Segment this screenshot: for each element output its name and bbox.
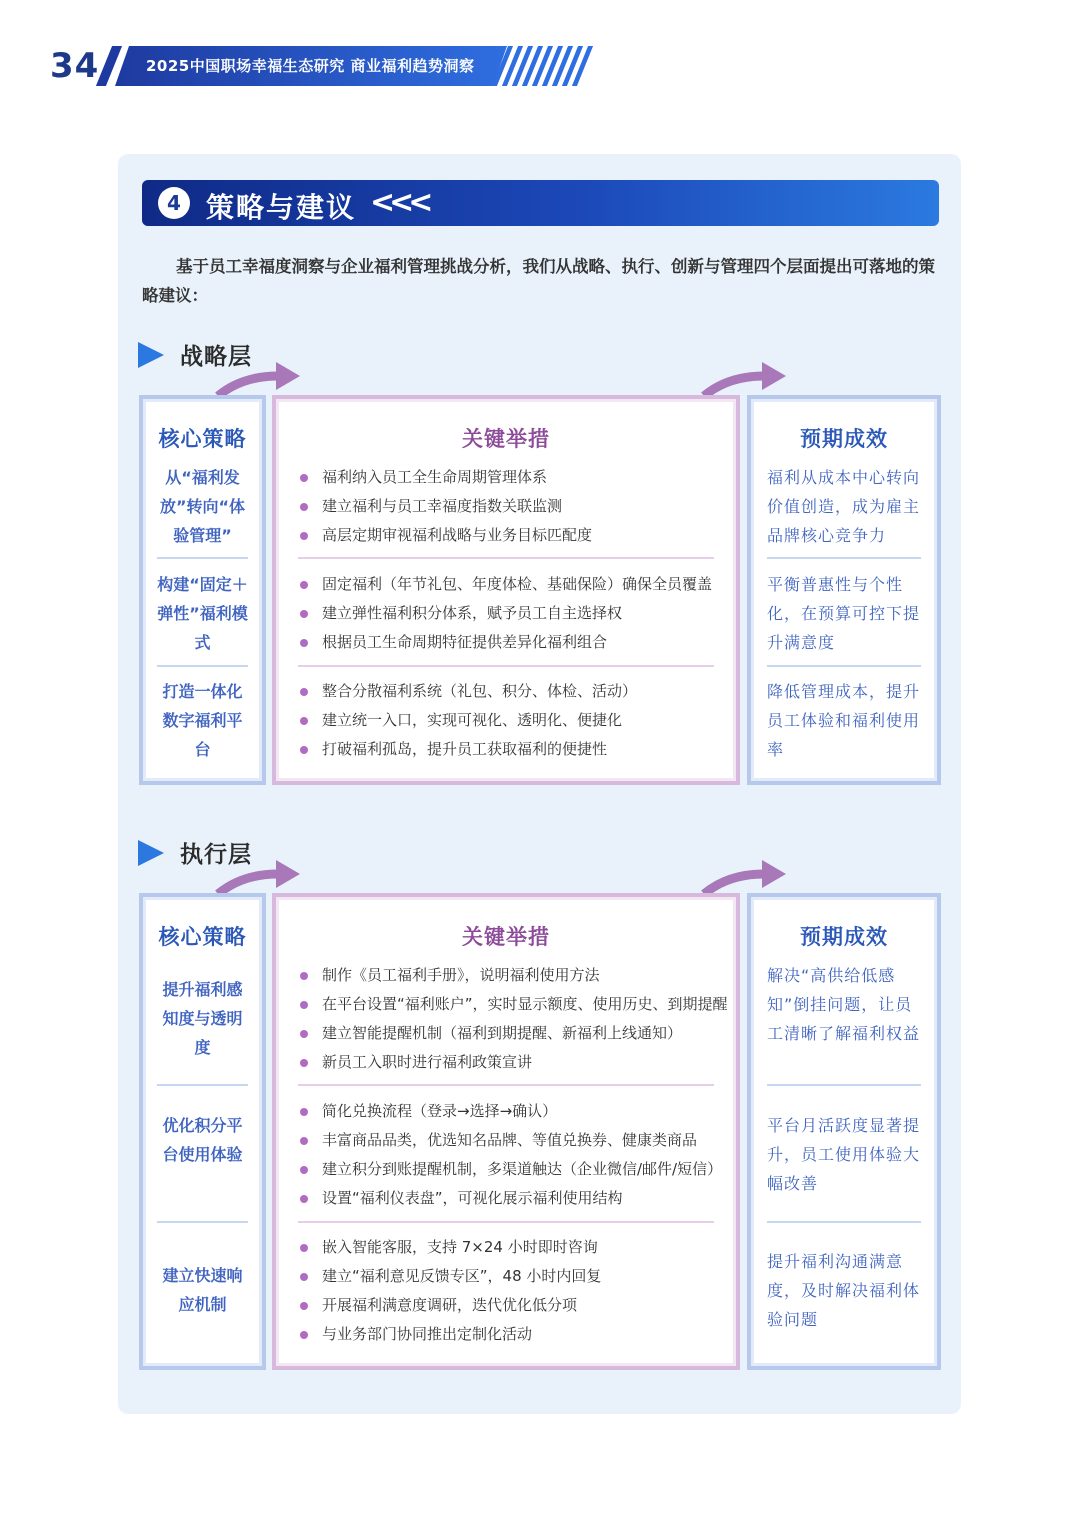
- header-title: 2025中国职场幸福生态研究 商业福利趋势洞察: [146, 57, 475, 75]
- divider: [298, 557, 714, 559]
- core-item: 打造一体化数字福利平台: [162, 682, 243, 759]
- list-item: 固定福利（年节礼包、年度体检、基础保险）确保全员覆盖: [298, 570, 726, 599]
- list-item: 建立“福利意见反馈专区”，48 小时内回复: [298, 1262, 726, 1291]
- measure-list: [298, 961, 726, 1077]
- divider: [157, 557, 248, 559]
- divider: [298, 1221, 714, 1223]
- divider: [157, 665, 248, 667]
- measure-list: [298, 1233, 726, 1349]
- effect-item: 提升福利沟通满意度，及时解决福利体验问题: [767, 1252, 921, 1329]
- core-item: 构建“固定＋弹性”福利模式: [157, 575, 248, 652]
- list-item: 建立积分到账提醒机制，多渠道触达（企业微信/邮件/短信）: [298, 1155, 726, 1184]
- column-title: 预期成效: [800, 925, 888, 949]
- list-item: 建立福利与员工幸福度指数关联监测: [298, 492, 726, 521]
- core-strategy-box: [139, 395, 266, 785]
- measure-list: [298, 1097, 726, 1213]
- divider: [767, 1084, 921, 1086]
- column-title: 预期成效: [800, 427, 888, 451]
- divider: [298, 1084, 714, 1086]
- list-item: 与业务部门协同推出定制化活动: [298, 1320, 726, 1349]
- section-title: 策略与建议: [206, 191, 357, 224]
- list-item: 建立弹性福利积分体系，赋予员工自主选择权: [298, 599, 726, 628]
- key-measures-box: [272, 893, 740, 1370]
- page-number: 34: [50, 46, 100, 86]
- triangle-icon: [138, 342, 164, 368]
- divider: [767, 1221, 921, 1223]
- list-item: 整合分散福利系统（礼包、积分、体检、活动）: [298, 677, 726, 706]
- list-item: 简化兑换流程（登录→选择→确认）: [298, 1097, 726, 1126]
- divider: [298, 665, 714, 667]
- effect-item: 平台月活跃度显著提升，员工使用体验大幅改善: [767, 1116, 921, 1193]
- effect-item: 福利从成本中心转向价值创造，成为雇主品牌核心竞争力: [767, 468, 921, 545]
- column-title: 核心策略: [158, 427, 247, 451]
- divider: [767, 665, 921, 667]
- layer-name: 执行层: [180, 842, 252, 868]
- measure-list: [298, 570, 726, 657]
- header-stripes: [500, 46, 585, 86]
- chevrons-icon: < < <: [370, 185, 434, 220]
- effect-item: 降低管理成本，提升员工体验和福利使用率: [767, 682, 921, 759]
- core-item: 提升福利感知度与透明度: [162, 980, 243, 1057]
- divider: [157, 1221, 248, 1223]
- list-item: 根据员工生命周期特征提供差异化福利组合: [298, 628, 726, 657]
- expected-effects-box: [747, 893, 941, 1370]
- key-measures-box: [272, 395, 740, 785]
- column-title: 关键举措: [462, 427, 550, 451]
- list-item: 设置“福利仪表盘”，可视化展示福利使用结构: [298, 1184, 726, 1213]
- core-item: 建立快速响应机制: [162, 1266, 243, 1314]
- list-item: 建立统一入口，实现可视化、透明化、便捷化: [298, 706, 726, 735]
- core-item: 从“福利发放”转向“体验管理”: [159, 468, 246, 545]
- list-item: 打破福利孤岛，提升员工获取福利的便捷性: [298, 735, 726, 764]
- intro-paragraph: 基于员工幸福度洞察与企业福利管理挑战分析，我们从战略、执行、创新与管理四个层面提出可落地的策略建议：: [142, 257, 935, 305]
- list-item: 制作《员工福利手册》，说明福利使用方法: [298, 961, 726, 990]
- list-item: 福利纳入员工全生命周期管理体系: [298, 463, 726, 492]
- expected-effects-box: [747, 395, 941, 785]
- divider: [767, 557, 921, 559]
- divider: [157, 1084, 248, 1086]
- column-title: 关键举措: [462, 925, 550, 949]
- list-item: 嵌入智能客服，支持 7×24 小时即时咨询: [298, 1233, 726, 1262]
- list-item: 新员工入职时进行福利政策宣讲: [298, 1048, 726, 1077]
- list-item: 在平台设置“福利账户”，实时显示额度、使用历史、到期提醒: [298, 990, 726, 1019]
- effect-item: 解决“高供给低感知”倒挂问题，让员工清晰了解福利权益: [767, 966, 921, 1043]
- effect-item: 平衡普惠性与个性化，在预算可控下提升满意度: [767, 575, 921, 652]
- list-item: 丰富商品品类，优选知名品牌、等值兑换券、健康类商品: [298, 1126, 726, 1155]
- triangle-icon: [138, 840, 164, 866]
- layer-name: 战略层: [180, 344, 252, 370]
- measure-list: [298, 463, 726, 550]
- list-item: 开展福利满意度调研，迭代优化低分项: [298, 1291, 726, 1320]
- core-item: 优化积分平台使用体验: [162, 1116, 243, 1164]
- measure-list: [298, 677, 726, 764]
- list-item: 建立智能提醒机制（福利到期提醒、新福利上线通知）: [298, 1019, 726, 1048]
- section-number: 4: [158, 187, 190, 219]
- column-title: 核心策略: [158, 925, 247, 949]
- core-strategy-box: [139, 893, 266, 1370]
- list-item: 高层定期审视福利战略与业务目标匹配度: [298, 521, 726, 550]
